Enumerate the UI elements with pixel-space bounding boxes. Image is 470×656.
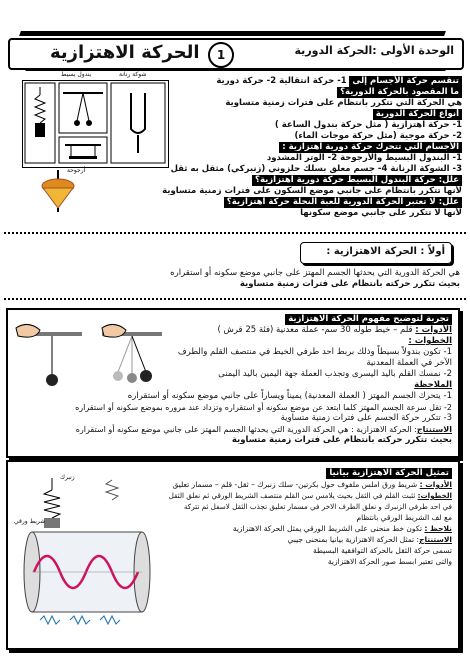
- definition-line: هي الحركة الدورية التي يحدثها الجسم المهتز على جانبي موضع سكونه أو استقراره: [170, 268, 460, 278]
- step-line: الآخر في العملة المعدنية: [366, 358, 452, 368]
- section-one-line: 1- حركة اهتزازية ( مثل حركة بندول الساعة ): [274, 120, 462, 130]
- oscillators-figure: [23, 81, 168, 167]
- figure-label-swing: أرجوحة: [67, 167, 86, 174]
- step-line: مع لف الشريط الورقي بانتظام: [356, 513, 452, 522]
- tools-text: شريط ورق املس ملفوف حول بكرتين- سلك زنبرك – ثقل- قلم – مسمار تعليق: [172, 480, 418, 489]
- note-label: نلاحظ :: [424, 524, 452, 533]
- step-line: 2- نمسك القلم باليد اليسرى وتجذب العملة جهة اليمين باليد اليمنى: [218, 369, 452, 379]
- spinning-top-figure: [40, 170, 76, 212]
- header-banner: [8, 38, 464, 70]
- figure-label-pendulum: بندول بسيط: [61, 71, 92, 78]
- tools-text: قلم – خيط طوله 30 سم- عملة معدنية (فئة 25 قرش ): [217, 325, 413, 335]
- section-one-line: 2- حركة موجية (مثل حركة موجات الماء): [294, 131, 462, 141]
- page-title: الحركة الاهتزازية: [50, 42, 200, 63]
- definition-line: بحيث تتكرر حركته بانتظام على فترات زمنية متساوية: [239, 279, 460, 289]
- step-line: في احد طرفي الزنبرك و نعلق الطرف الاخر في مسمار تعليق نجذب الثقل لاسفل ثم تتركة: [183, 502, 452, 511]
- section-one-line: 1- البندول البسيط والأرجوحة 2- الوتر المشدود: [266, 153, 462, 163]
- section-one-line: لأنها تتكرر بانتظام على جانبي موضع السكون على فترات زمنية متساوية: [162, 186, 462, 196]
- unit-label: الوحدة الأولى :الحركة الدورية: [294, 44, 454, 57]
- divider: [4, 298, 466, 300]
- lesson-number-badge: 1: [208, 42, 234, 68]
- conclusion-text: : تمثل الحركة الاهتزازية بيانيا بمنحنى جيبي: [287, 535, 420, 544]
- figure-label-fork: شوكة رنانة: [119, 71, 147, 78]
- note-text: تكون خط منحنى على الشريط الورقي يمثل الحركة الاهتزازية: [232, 524, 423, 533]
- section-two-heading-box: [300, 242, 452, 264]
- conclusion-line: بحيث تتكرر حركته بانتظام على فترات زمنية متساوية: [231, 435, 452, 445]
- steps-text: ثثبت القلم في الثقل بحيث يلامس سن القلم منتصف الشريط الورقي ثم نعلق الثقل: [168, 491, 416, 500]
- experiment-one-frame: [6, 308, 460, 458]
- section-one-line: 3- الشوكة الرنانة 4- جسم معلق بسلك حلزوني (زنبركي) مثقل به ثقل: [170, 164, 462, 174]
- tools-label: الأدوات :: [415, 325, 452, 335]
- section-two-definition: [10, 268, 460, 290]
- conclusion-label: الاستنتاج: [416, 425, 452, 434]
- conclusion-line: والتى تعتبر ابسط صور الحركة الاهتزازية: [327, 557, 452, 566]
- experiment-two-frame: [6, 460, 460, 650]
- conclusion-line: تسمى حركة الثقل بالحركة التوافقية البسيطة: [313, 546, 452, 555]
- section-one: [162, 76, 462, 219]
- steps-label: الخطوات :: [408, 336, 452, 346]
- observation-label: الملاحظة: [414, 380, 452, 390]
- figure-label-tape: شريط ورقي: [14, 518, 46, 525]
- step-line: 1- تكون بندولاً بسيطاً وذلك بربط احد طرفي الخيط في منتصف القلم والطرف: [177, 347, 452, 357]
- figure-label-spring: زنبرك: [60, 474, 75, 481]
- experiment-one-body: [152, 314, 452, 391]
- section-one-line: لأنها لا تتكرر على جانبي موضع سكونها: [300, 208, 462, 218]
- experiment-two-body: [160, 468, 452, 567]
- section-two-heading: أولاً : الحركة الاهتزازية :: [326, 246, 445, 257]
- sine-graph-figure: [12, 470, 162, 640]
- observation-line: 3- تتكرر حركة الجسم على فترات زمنية متساوية: [280, 413, 452, 423]
- section-one-line: علل: حركة البندول البسيط حركة دورية اهتزازية؟: [170, 175, 462, 186]
- section-one-line: الأجسام التي تتحرك حركة دورية اهتزازية :: [170, 142, 462, 153]
- observation-line: 1- يتحرك الجسم المهتز ( العملة المعدنية) يميناً ويساراً على جانبي موضع سكونه أو استقراره: [127, 391, 452, 401]
- experiment-two-title: تمثيل الحركة الاهتزازية بيانياً: [326, 468, 452, 479]
- conclusion-text: : الحركة الاهتزازية : هي الحركة الدورية التي يحدثها الجسم المهتز على جانبي موضع سكونه أو استقراره: [75, 425, 417, 434]
- top-brush-stroke: [19, 31, 446, 36]
- conclusion-label: الاستنتاج: [419, 535, 452, 544]
- divider: [4, 232, 466, 234]
- pendulum-experiment-figure: [12, 318, 172, 398]
- section-one-line: أنواع الحركة الدورية: [170, 109, 462, 120]
- steps-label: الخطوات:: [417, 491, 452, 500]
- section-one-line: تنقسم حركة الأجسام إلى 1- حركة انتقالية 2- حركة دورية: [170, 76, 462, 87]
- figures-box: [22, 71, 169, 174]
- observation-line: 2- تقل سرعة الجسم المهتز كلما ابتعد عن موضع سكونه أو استقراره وتزداد عند مروره بموضع سكونه أو استقراره: [75, 403, 452, 412]
- tools-label: الأدوات :: [419, 480, 452, 489]
- experiment-one-title: تجربة لتوضيح مفهوم الحركة الاهتزازية: [285, 314, 452, 325]
- section-one-line: هي الحركة التي تتكرر بانتظام على فترات زمنية متساوية: [225, 98, 462, 108]
- section-one-line: علل: لا تعتبر الحركة الدورية للعبة النحلة حركة اهتزازية؟: [170, 197, 462, 208]
- section-one-line: ما المقصود بالحركة الدورية؟: [170, 87, 462, 98]
- experiment-one-observations: [16, 391, 452, 446]
